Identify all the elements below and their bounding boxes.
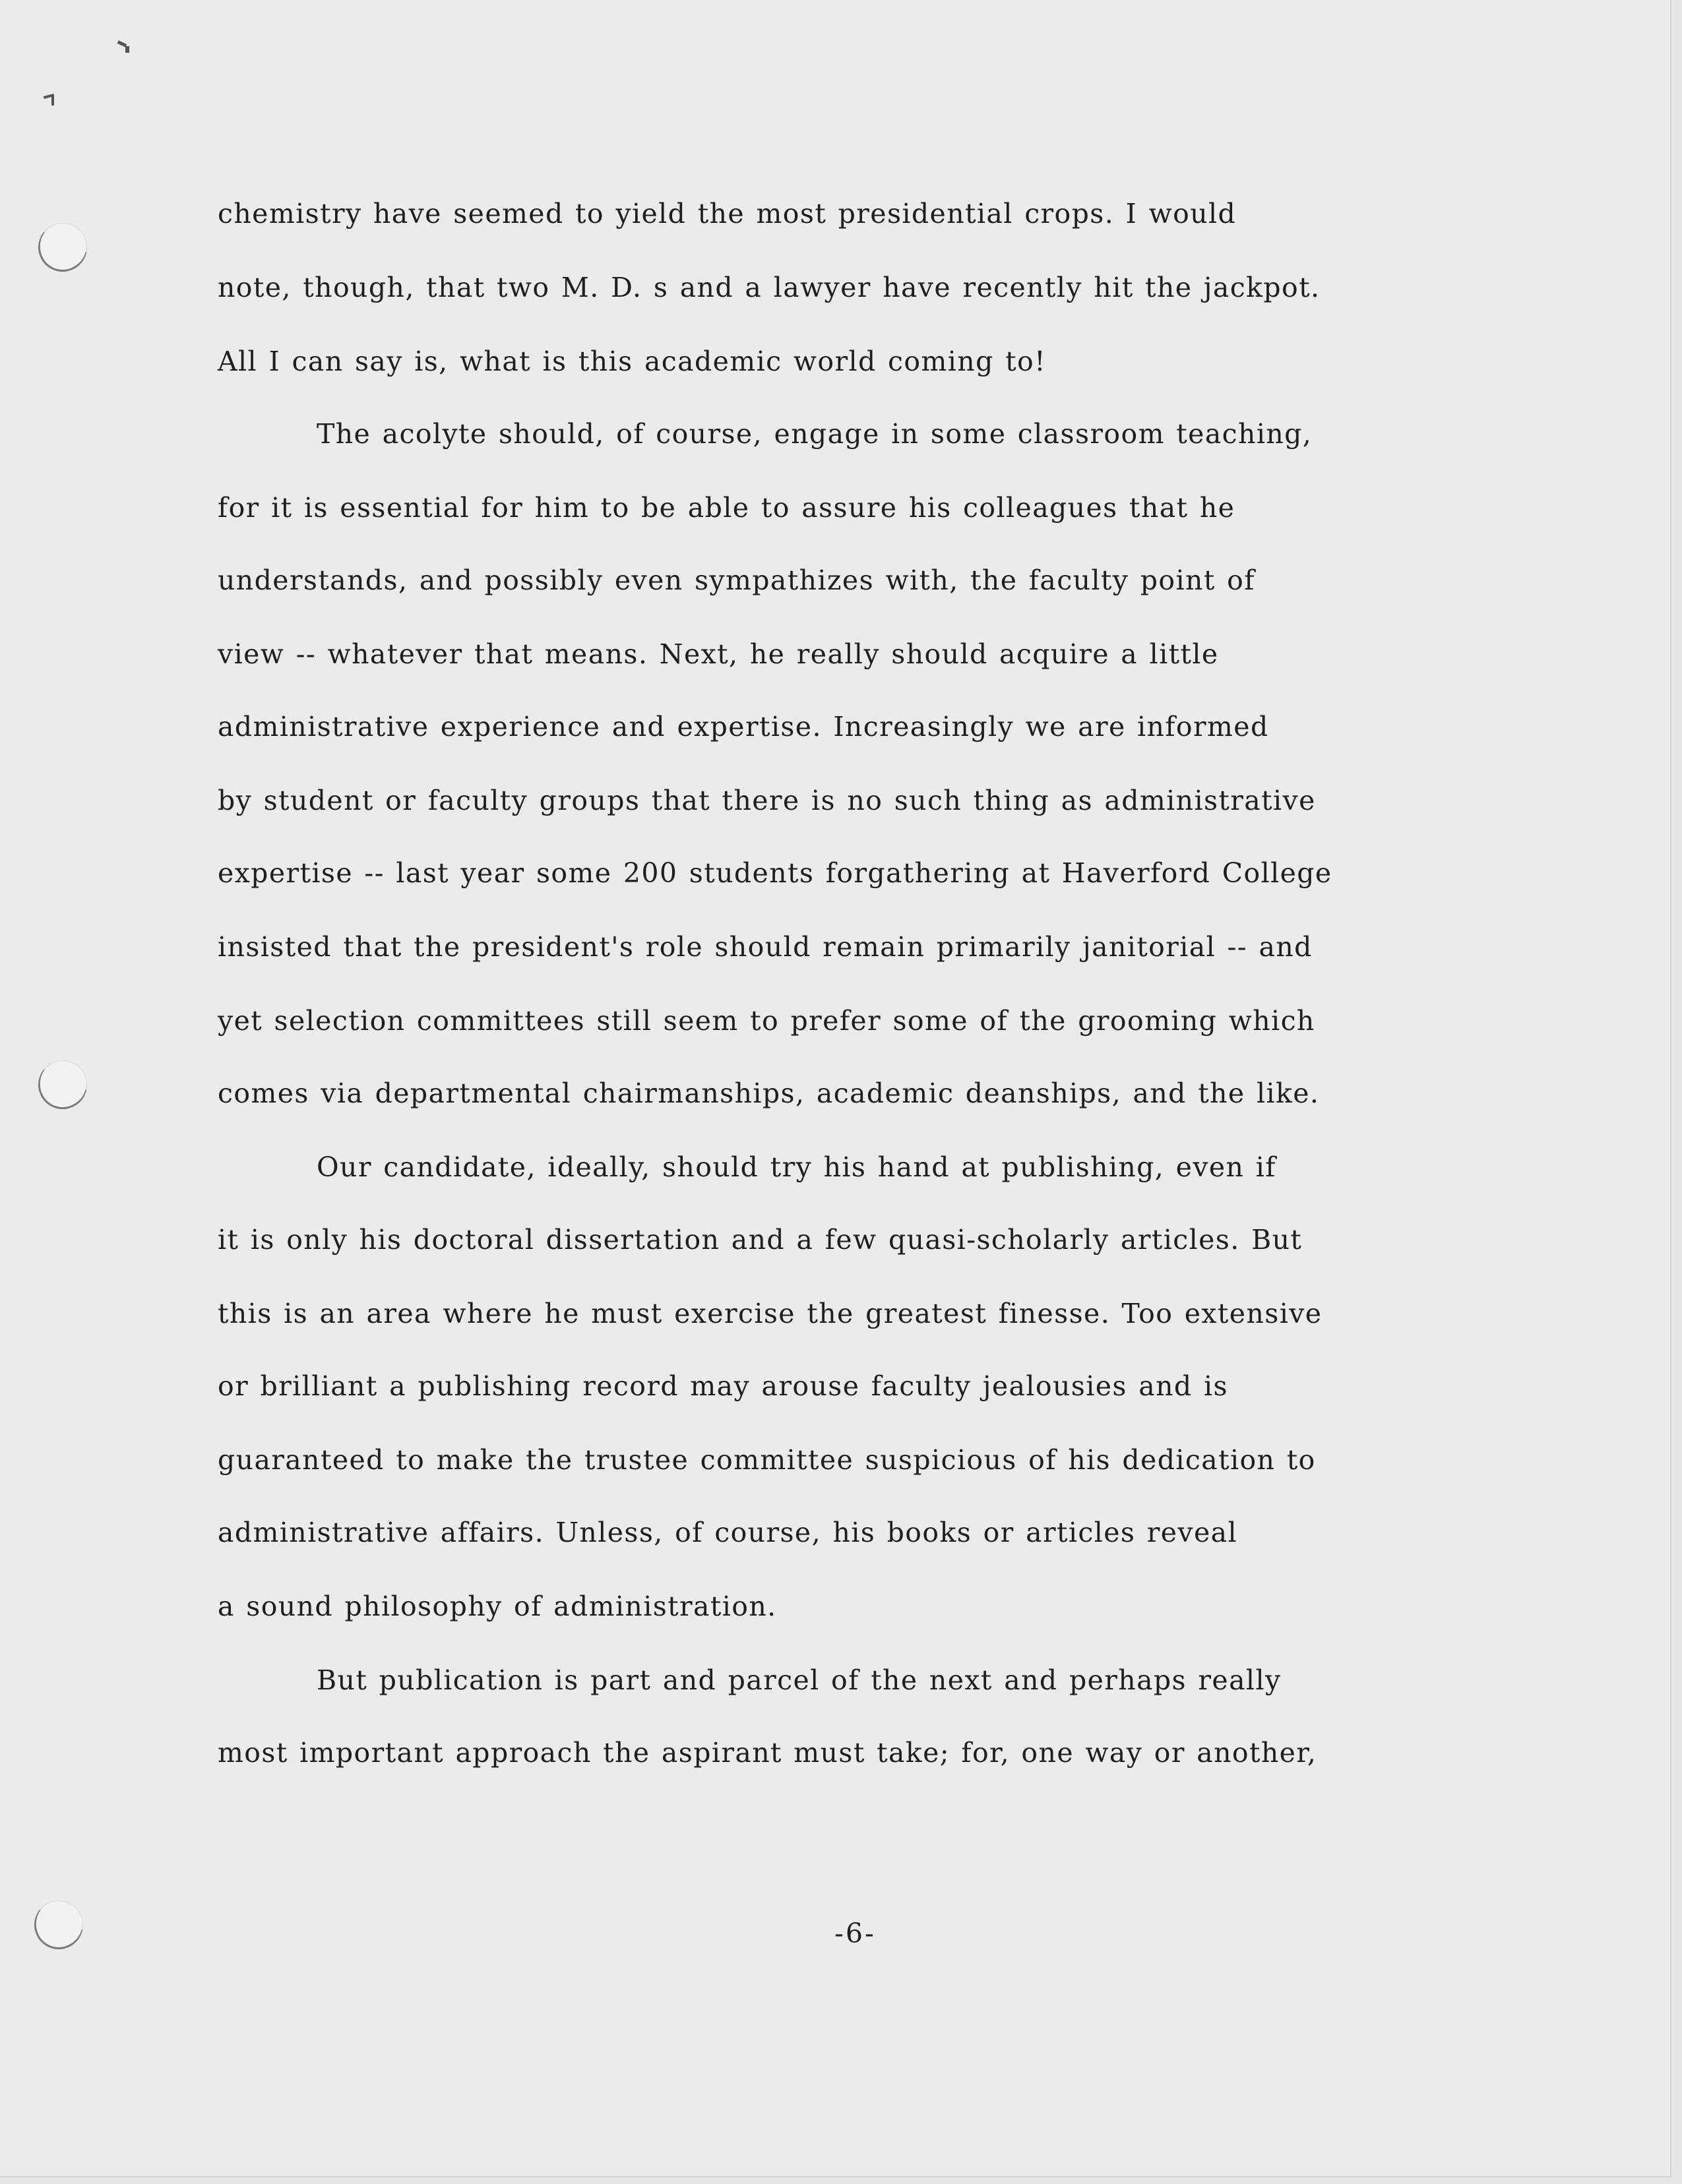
paragraph-start-line: But publication is part and parcel of the next and perhaps really: [317, 1664, 1282, 1696]
text-line: view -- whatever that means. Next, he really should acquire a little: [218, 638, 1219, 670]
text-line: it is only his doctoral dissertation and a few quasi-scholarly articles. But: [218, 1224, 1303, 1256]
text-line: chemistry have seemed to yield the most presidential crops. I would: [218, 198, 1237, 229]
text-line: administrative affairs. Unless, of course, his books or articles reveal: [218, 1517, 1237, 1548]
text-line: this is an area where he must exercise the greatest finesse. Too extensive: [218, 1298, 1323, 1329]
text-line: administrative experience and expertise. Increasingly we are informed: [218, 711, 1269, 743]
text-line: for it is essential for him to be able to assure his colleagues that he: [218, 492, 1235, 524]
text-line: All I can say is, what is this academic world coming to!: [218, 346, 1047, 377]
text-line: or brilliant a publishing record may arouse faculty jealousies and is: [218, 1370, 1228, 1402]
page-number: -6-: [834, 1918, 876, 1949]
text-line: expertise -- last year some 200 students forgathering at Haverford College: [218, 857, 1332, 889]
scan-mark: [51, 95, 54, 106]
text-line: guaranteed to make the trustee committee suspicious of his dedication to: [218, 1444, 1316, 1476]
paragraph-start-line: Our candidate, ideally, should try his hand at publishing, even if: [317, 1151, 1276, 1183]
punch-hole-top: [32, 216, 94, 279]
text-line: most important approach the aspirant must take; for, one way or another,: [218, 1737, 1317, 1769]
punch-hole-middle: [32, 1054, 94, 1116]
scan-mark: [125, 46, 129, 53]
text-line: note, though, that two M. D. s and a lawyer have recently hit the jackpot.: [218, 272, 1321, 303]
text-line: yet selection committees still seem to prefer some of the grooming which: [218, 1005, 1315, 1037]
text-line: a sound philosophy of administration.: [218, 1591, 777, 1622]
text-line: understands, and possibly even sympathizes with, the faculty point of: [218, 564, 1255, 596]
punch-hole-bottom: [28, 1894, 90, 1957]
text-line: insisted that the president's role should remain primarily janitorial -- and: [218, 931, 1313, 963]
paragraph-start-line: The acolyte should, of course, engage in some classroom teaching,: [317, 418, 1313, 450]
text-line: comes via departmental chairmanships, academic deanships, and the like.: [218, 1077, 1320, 1109]
text-line: by student or faculty groups that there is no such thing as administrative: [218, 785, 1316, 816]
